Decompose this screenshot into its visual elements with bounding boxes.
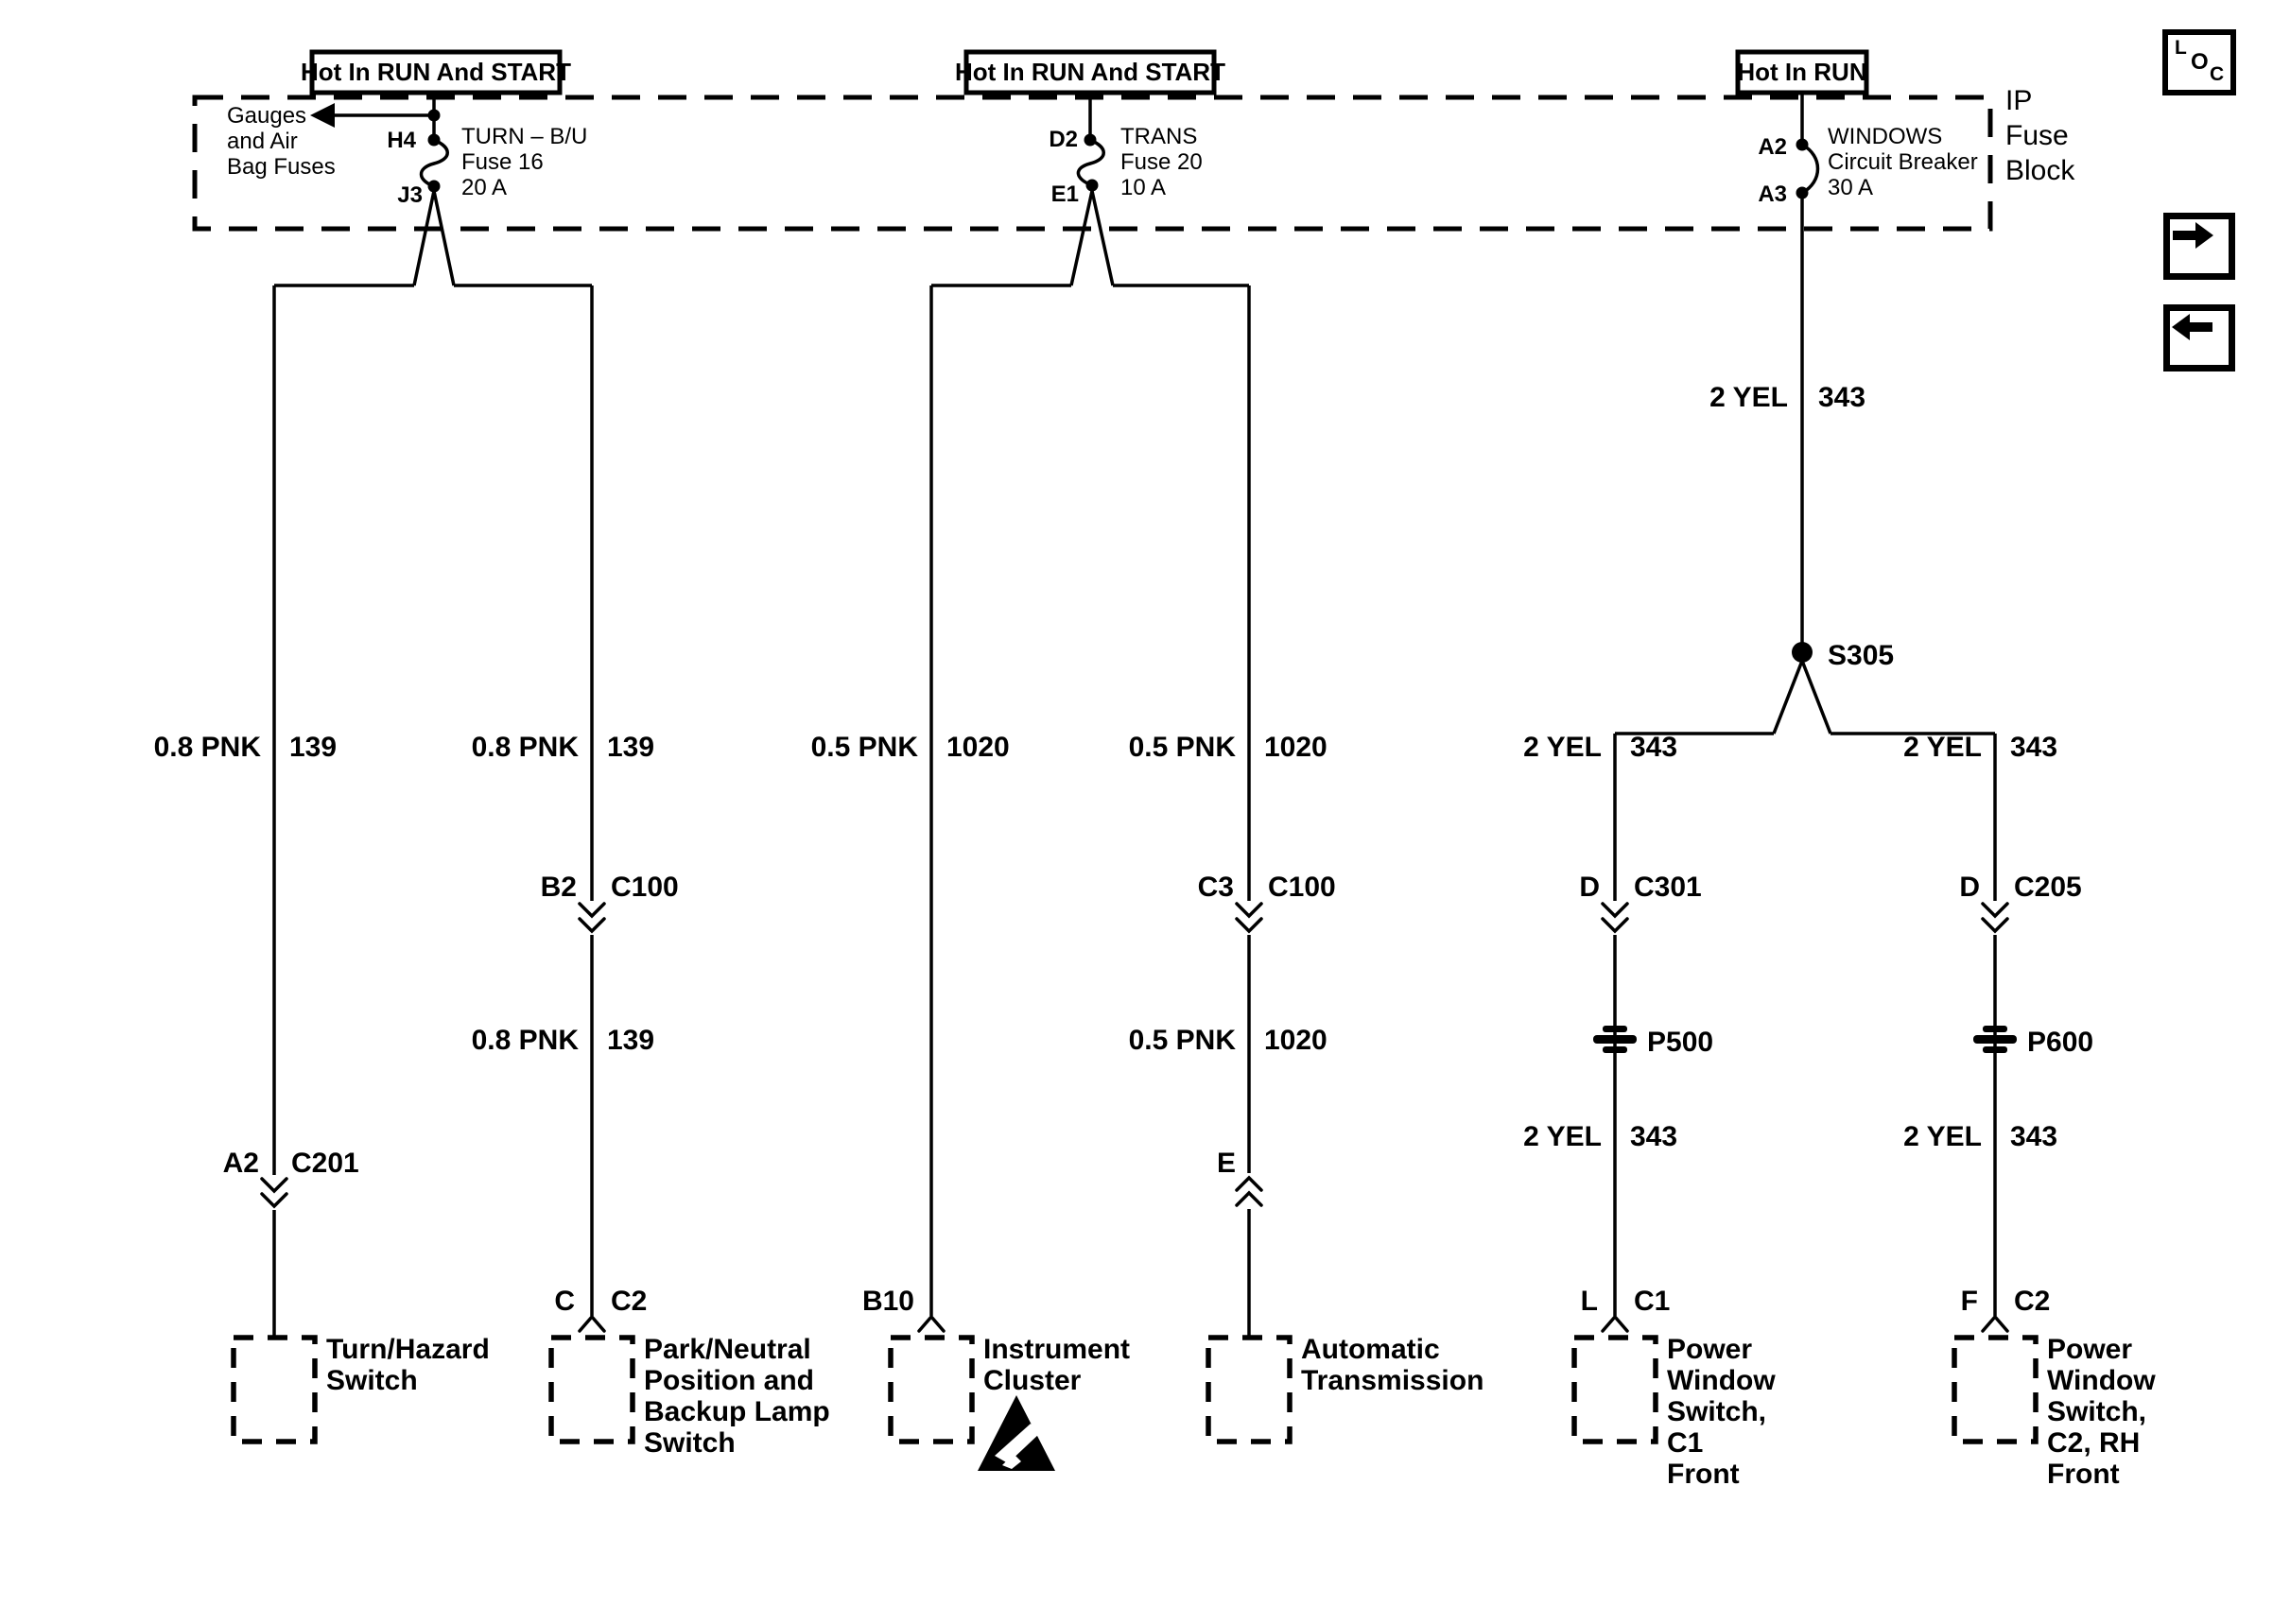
wire2-circuit-label-2: 139 [607, 1025, 655, 1056]
grommet-p600 [1973, 1026, 2093, 1058]
breaker-line1: WINDOWS [1828, 124, 1943, 149]
label-line: Front [2047, 1459, 2120, 1490]
connector-row-6 [554, 1286, 2050, 1331]
fuse1-top-pin: H4 [387, 128, 416, 153]
left-arrowhead-icon [310, 103, 335, 128]
wire2-color-label-2: 0.8 PNK [471, 1025, 579, 1056]
gauges-note-line1: Gauges [227, 103, 307, 129]
wire-label-row-4 [1523, 1121, 2057, 1152]
component-label-turn-hazard [326, 1334, 490, 1396]
label-line: Switch, [2047, 1396, 2147, 1427]
connector-c3-pin: C3 [1197, 872, 1234, 903]
wire2-color-label: 0.8 PNK [471, 732, 579, 763]
ip-label-line3: Block [2005, 155, 2075, 186]
connector-c-pin: C [554, 1286, 575, 1317]
loc-letter-l: L [2175, 37, 2187, 59]
gauges-note-line2: and Air [227, 129, 298, 154]
hot-box-right [1737, 52, 1866, 93]
splice-label: S305 [1828, 640, 1895, 671]
hot-box-middle-label: Hot In RUN And START [955, 58, 1225, 86]
connector-e-pin: E [1216, 1148, 1236, 1179]
component-box-power-window-switch-c2 [1954, 1338, 2036, 1442]
connector-c201-name: C201 [291, 1148, 359, 1179]
wire2-circuit-label: 139 [607, 732, 655, 763]
grommet-p600-label: P600 [2027, 1027, 2094, 1058]
wire1-circuit-label: 139 [289, 732, 338, 763]
connector-b10-pin: B10 [861, 1286, 914, 1317]
label-line: Cluster [983, 1365, 1082, 1396]
hot-box-left-label: Hot In RUN And START [301, 58, 571, 86]
connector-l-pin: L [1580, 1286, 1598, 1317]
component-box-instrument-cluster [891, 1338, 972, 1442]
loc-letter-c: C [2210, 63, 2225, 85]
component-label-park-neutral [644, 1334, 830, 1459]
connector-b2-pin: B2 [540, 872, 577, 903]
wire5-circuit-label: 343 [1630, 732, 1678, 763]
back-button[interactable] [2163, 304, 2235, 371]
component-box-power-window-switch-c1 [1574, 1338, 1656, 1442]
power-feed-stubs [434, 93, 1802, 145]
hot-box-left [301, 52, 571, 93]
connector-row-2 [541, 872, 2082, 931]
fuse2-line1: TRANS [1120, 124, 1198, 149]
connector-c301-name: C301 [1634, 872, 1702, 903]
connector-c301-pin: D [1579, 872, 1600, 903]
connector-c2a-name: C2 [611, 1286, 648, 1317]
component-label-instrument-cluster [983, 1334, 1130, 1396]
fuse2-line3: 10 A [1120, 175, 1167, 200]
wire3-color-label: 0.5 PNK [810, 732, 918, 763]
breaker-line2: Circuit Breaker [1828, 149, 1978, 175]
fuse-turn-bu [387, 124, 587, 208]
fuse2-element-icon [1078, 140, 1103, 185]
wire4-circuit-label: 1020 [1264, 732, 1327, 763]
wire5-circuit-label-2: 343 [1630, 1121, 1678, 1152]
connector-c201-chevron-icon [262, 1179, 286, 1206]
grommet-p600-bottom-bar [1983, 1046, 2007, 1053]
breaker-line3: 30 A [1828, 175, 1874, 200]
breaker-element-icon [1802, 145, 1818, 193]
label-line: Position and [644, 1365, 814, 1396]
grommet-p500 [1593, 1026, 1713, 1058]
component-box-park-neutral-switch [551, 1338, 633, 1442]
label-line: Instrument [983, 1334, 1131, 1365]
connector-c301-chevron-icon [1603, 904, 1627, 931]
component-label-automatic-transmission [1301, 1334, 1484, 1396]
connector-c100a-chevron-icon [580, 904, 604, 931]
gauges-note-line3: Bag Fuses [227, 154, 336, 180]
ip-label-line1: IP [2005, 85, 2033, 116]
label-line: Switch [644, 1427, 736, 1459]
label-line: Automatic [1301, 1334, 1440, 1365]
fuse1-line3: 20 A [461, 175, 508, 200]
grommet-p600-top-bar [1983, 1026, 2007, 1032]
loc-letter-o: O [2191, 49, 2209, 75]
label-line: Window [2047, 1365, 2156, 1396]
grommet-p500-top-bar [1603, 1026, 1627, 1032]
splice-split-wires [1615, 661, 1995, 734]
label-line: Switch, [1667, 1396, 1767, 1427]
wire6-circuit-label: 343 [2010, 732, 2058, 763]
hot-box-right-label: Hot In RUN [1737, 58, 1867, 86]
splice-dot [1792, 642, 1813, 663]
label-line: Backup Lamp [644, 1396, 830, 1427]
connector-f-pin: F [1960, 1286, 1978, 1317]
connector-c205-pin: D [1959, 872, 1980, 903]
label-line: C1 [1667, 1427, 1704, 1459]
wire5-color-label-2: 2 YEL [1523, 1121, 1602, 1152]
connector-c2b-chevron-icon [1983, 1317, 2007, 1331]
loc-button[interactable] [2162, 29, 2236, 95]
connector-c1-chevron-icon [1603, 1317, 1627, 1331]
label-line: Power [1667, 1334, 1753, 1365]
label-line: Transmission [1301, 1365, 1484, 1396]
wire6-color-label-2: 2 YEL [1903, 1121, 1982, 1152]
wire-label-row-1 [154, 732, 2057, 763]
label-line: Power [2047, 1334, 2133, 1365]
connector-c100b-name: C100 [1268, 872, 1336, 903]
wire6-circuit-label-2: 343 [2010, 1121, 2058, 1152]
junction-dot [428, 110, 441, 122]
fuse-trans [1049, 124, 1202, 207]
fuse2-bottom-pin: E1 [1050, 181, 1079, 207]
fuse2-top-pin: D2 [1049, 127, 1078, 152]
label-line: Front [1667, 1459, 1740, 1490]
label-line: C2, RH [2047, 1427, 2141, 1459]
breaker-wire-name: 2 YEL [1709, 382, 1788, 413]
breaker-wire-label [1709, 382, 1865, 413]
connector-c205-chevron-icon [1983, 904, 2007, 931]
breaker-top-pin: A2 [1758, 134, 1787, 160]
connector-c1-name: C1 [1634, 1286, 1671, 1317]
grommet-p600-mid-bar [1973, 1035, 2017, 1044]
connector-b2-name: C100 [611, 872, 679, 903]
wire1-color-label: 0.8 PNK [153, 732, 261, 763]
label-line: Switch [326, 1365, 418, 1396]
hot-box-middle [955, 52, 1225, 93]
fuse2-split-wires [931, 191, 1249, 285]
fuse1-line2: Fuse 16 [461, 149, 544, 175]
wire5-color-label: 2 YEL [1523, 732, 1602, 763]
label-line: Turn/Hazard [326, 1334, 490, 1365]
grommet-p500-bottom-bar [1603, 1046, 1627, 1053]
fuse2-line2: Fuse 20 [1120, 149, 1203, 175]
component-box-automatic-transmission [1208, 1338, 1290, 1442]
forward-arrow-icon [2170, 219, 2215, 251]
fuse1-split-wires [274, 191, 592, 285]
component-label-power-window-c2 [2047, 1334, 2156, 1490]
component-label-power-window-c1 [1667, 1334, 1776, 1490]
label-line: Park/Neutral [644, 1334, 811, 1365]
connector-c205-name: C205 [2014, 872, 2082, 903]
connector-c100b-chevron-icon [1237, 904, 1261, 931]
ip-fuse-block-label [2005, 85, 2075, 186]
connector-b10-chevron-icon [919, 1317, 944, 1331]
wire-label-row-3 [472, 1025, 1327, 1056]
fuse1-element-icon [421, 140, 447, 186]
splice-s305 [1615, 640, 1995, 734]
wire4-color-label-2: 0.5 PNK [1128, 1025, 1236, 1056]
component-box-turn-hazard-switch [234, 1338, 315, 1442]
fuse1-bottom-pin: J3 [397, 182, 423, 208]
wire6-color-label: 2 YEL [1903, 732, 1982, 763]
back-arrow-icon [2170, 311, 2215, 343]
wire4-color-label: 0.5 PNK [1128, 732, 1236, 763]
wire4-circuit-label-2: 1020 [1264, 1025, 1327, 1056]
fuse1-line1: TURN – B/U [461, 124, 588, 149]
label-line: Window [1667, 1365, 1776, 1396]
connector-e [1217, 1148, 1261, 1205]
grommet-p500-mid-bar [1593, 1035, 1637, 1044]
connector-c201 [223, 1148, 359, 1206]
ip-label-line2: Fuse [2005, 120, 2069, 151]
connector-c2b-name: C2 [2014, 1286, 2051, 1317]
wire3-circuit-label: 1020 [946, 732, 1010, 763]
circuit-breaker-windows [1758, 124, 1977, 207]
forward-button[interactable] [2163, 213, 2235, 280]
connector-c201-pin: A2 [222, 1148, 259, 1179]
connector-c2a-chevron-icon [580, 1317, 604, 1331]
esd-warning-icon [978, 1395, 1055, 1471]
breaker-wire-num: 343 [1818, 382, 1866, 413]
breaker-bottom-pin: A3 [1758, 181, 1787, 207]
connector-e-chevron-icon [1237, 1178, 1261, 1205]
grommet-p500-label: P500 [1647, 1027, 1714, 1058]
